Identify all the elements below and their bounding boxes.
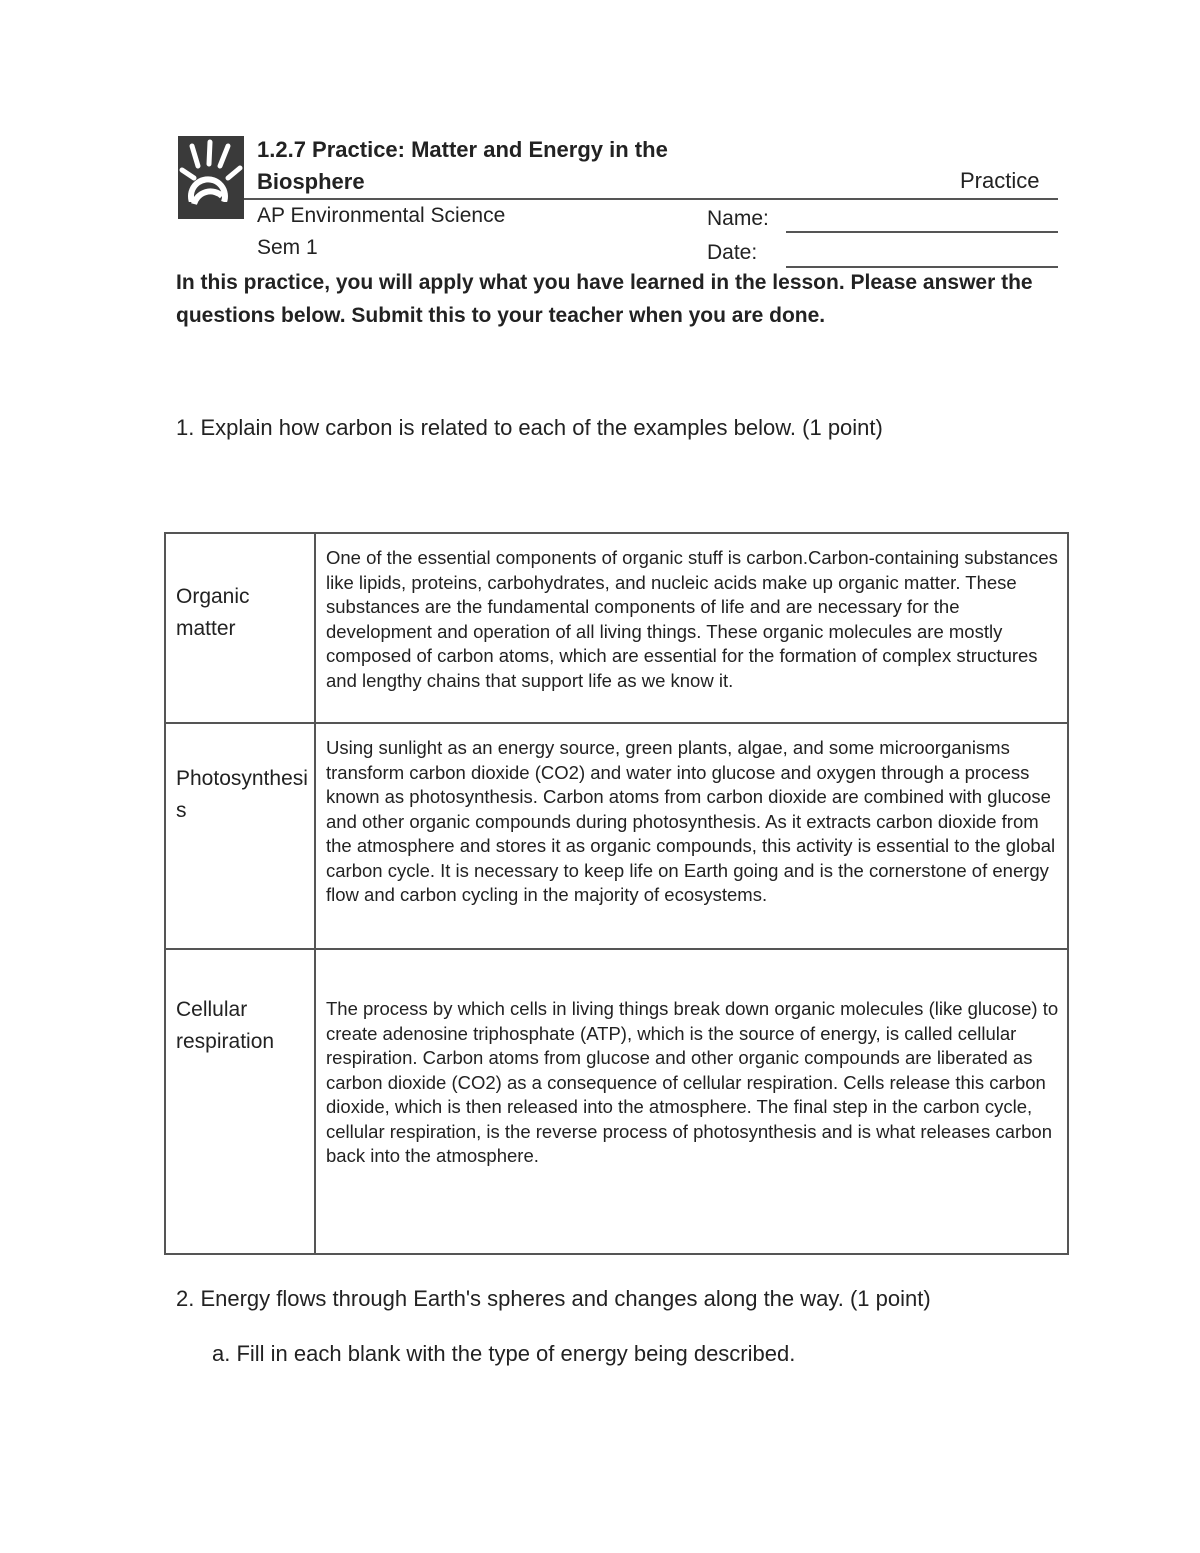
question-1-prompt: 1. Explain how carbon is related to each of the examples below. (1 point) (176, 415, 883, 440)
sunburst-logo-icon (178, 136, 244, 219)
name-field-line[interactable] (786, 231, 1058, 233)
answer-cell[interactable] (315, 723, 1068, 949)
answer-text: One of the essential components of organic stuff is carbon.Carbon-containing substances like lipids, proteins, carbohydrates, and nucleic acids make up organic matter. These substances are the fundamental components of life and are necessary for the development and operation of all living things. These organic molecules are mostly composed of carbon atoms, which are essential for the formation of complex structures and lengthy chains that support life as we know it. (326, 547, 1058, 691)
course-name: AP Environmental Science Sem 1 (257, 204, 506, 259)
question-2a-prompt: a. Fill in each blank with the type of energy being described. (212, 1341, 796, 1366)
date-label: Date: (707, 241, 758, 264)
answer-cell[interactable] (315, 949, 1068, 1254)
answer-cell[interactable] (315, 533, 1068, 723)
instructions: In this practice, you will apply what you have learned in the lesson. Please answer the questions below. Submit this to your teacher when you are done. (176, 271, 1033, 327)
question-2-prompt: 2. Energy flows through Earth's spheres and changes along the way. (1 point) (176, 1286, 931, 1311)
name-label: Name: (707, 207, 769, 230)
term-label: Photosynthesis (176, 767, 308, 822)
term-cell (165, 533, 315, 723)
answer-text: The process by which cells in living things break down organic molecules (like glucose) to create adenosine triphosphate (ATP), which is the source of energy, is called cellular respiration. Carbon atoms from glucose and other organic compounds are liberated as carbon dioxide (CO2) as a consequence of cellular respiration. Cells release this carbon dioxide, which is then released into the atmosphere. The final step in the carbon cycle, cellular respiration, is the reverse process of photosynthesis and is what releases carbon back into the atmosphere. (326, 998, 1059, 1166)
term-cell (165, 723, 315, 949)
document-type-label: Practice (960, 168, 1040, 193)
table-row (165, 533, 1068, 723)
term-label: Cellular respiration (176, 998, 275, 1053)
answer-text: Using sunlight as an energy source, green plants, algae, and some microorganisms transform carbon dioxide (CO2) and water into glucose and oxygen through a process known as photosynthesis. Carbon atoms from carbon dioxide are combined with glucose and other organic compounds during photosynthesis. As it extracts carbon dioxide from the atmosphere and stores it as organic compounds, this activity is essential to the global carbon cycle. It is necessary to keep life on Earth going and is the cornerstone of energy flow and carbon cycling in the majority of ecosystems. (326, 737, 1056, 905)
term-label: Organic matter (176, 585, 250, 640)
document-title: 1.2.7 Practice: Matter and Energy in the Biosphere (257, 137, 668, 194)
carbon-answer-table (164, 532, 1069, 1255)
table-row (165, 723, 1068, 949)
term-cell (165, 949, 315, 1254)
table-row (165, 949, 1068, 1254)
